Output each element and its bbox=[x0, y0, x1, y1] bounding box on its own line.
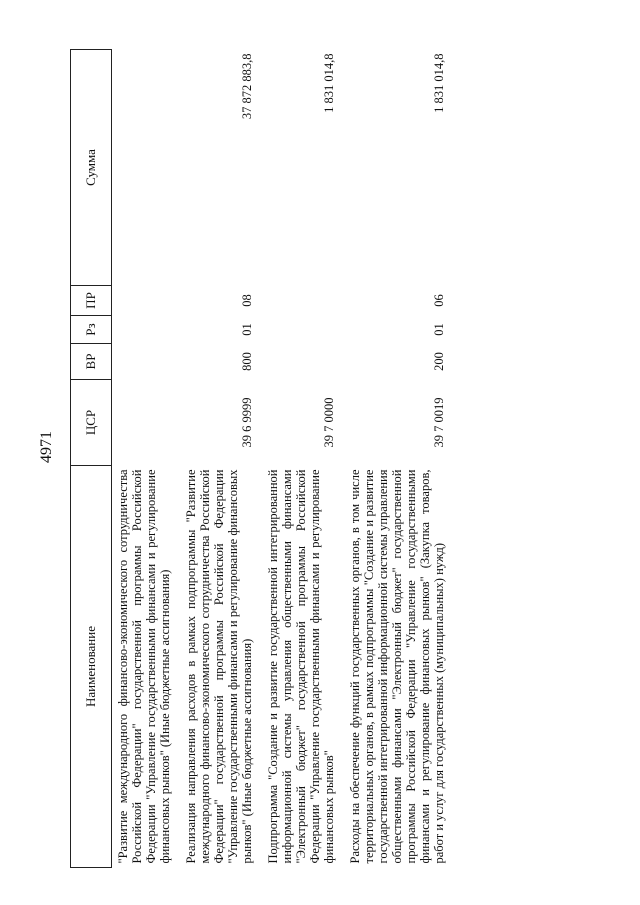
row-pr: 06 bbox=[432, 294, 446, 307]
row-vr bbox=[266, 344, 348, 380]
row-vr: 200 bbox=[432, 352, 446, 371]
table-row bbox=[266, 50, 348, 868]
row-vr bbox=[112, 344, 185, 380]
header-pr: ПР bbox=[71, 286, 112, 316]
row-vr: 800 bbox=[240, 352, 254, 371]
row-csr: 39 7 0000 bbox=[322, 397, 336, 448]
row-csr bbox=[112, 380, 185, 466]
row-name: Расходы на обеспечение функций государственных органов, в том числе территориальных органов, в рамках подпрограммы "Создание и развитие государственной интегрированной информационной системы управления общественными финансами "Электронный бюджет" государственной программы Российской Федерации "Управление государственными финансами и регулирование финансовых рынков" (Закупка товаров, работ и услуг для государственных (муниципальных) нужд) bbox=[348, 469, 446, 864]
header-rz: Рз bbox=[71, 316, 112, 344]
row-pr bbox=[266, 286, 348, 316]
budget-table bbox=[70, 49, 458, 868]
row-rz: 01 bbox=[240, 323, 254, 336]
row-sum: 1 831 014,8 bbox=[322, 53, 336, 113]
row-rz bbox=[266, 316, 348, 344]
header-csr: ЦСР bbox=[71, 380, 112, 466]
table-row bbox=[184, 50, 266, 868]
row-rz: 01 bbox=[432, 323, 446, 336]
row-rz bbox=[112, 316, 185, 344]
table-header-row bbox=[71, 50, 112, 868]
row-csr: 39 7 0019 bbox=[432, 397, 446, 448]
header-name: Наименование bbox=[71, 466, 112, 868]
row-sum: 1 831 014,8 bbox=[432, 53, 446, 113]
table-row bbox=[112, 50, 185, 868]
row-name: Реализация направления расходов в рамках подпрограммы "Развитие международного финансово-экономического сотрудничества Российской Федерации" государственной программы Российской Федерации "Управление государственными финансами и регулирование финансовых рынков" (Иные бюджетные ассигнования) bbox=[184, 469, 254, 864]
page-number: 4971 bbox=[38, 431, 55, 463]
row-sum bbox=[112, 50, 185, 286]
rotated-page bbox=[70, 50, 590, 868]
row-csr: 39 6 9999 bbox=[240, 397, 254, 448]
header-sum: Сумма bbox=[71, 50, 112, 286]
row-name: Подпрограмма "Создание и развитие государственной интегрированной информационной системы управления общественными финансами "Электронный бюджет" государственной программы Российской Федерации "Управление государственными финансами и регулирование финансовых рынков" bbox=[266, 469, 336, 864]
row-sum: 37 872 883,8 bbox=[240, 53, 254, 120]
row-name: "Развитие международного финансово-экономического сотрудничества Российской Федерации" государственной программы Российской Федерации "Управление государственными финансами и регулирование финансовых рынков" (Иные бюджетные ассигнования) bbox=[116, 469, 172, 864]
header-vr: ВР bbox=[71, 344, 112, 380]
row-pr: 08 bbox=[240, 294, 254, 307]
table-row bbox=[348, 50, 458, 868]
row-pr bbox=[112, 286, 185, 316]
